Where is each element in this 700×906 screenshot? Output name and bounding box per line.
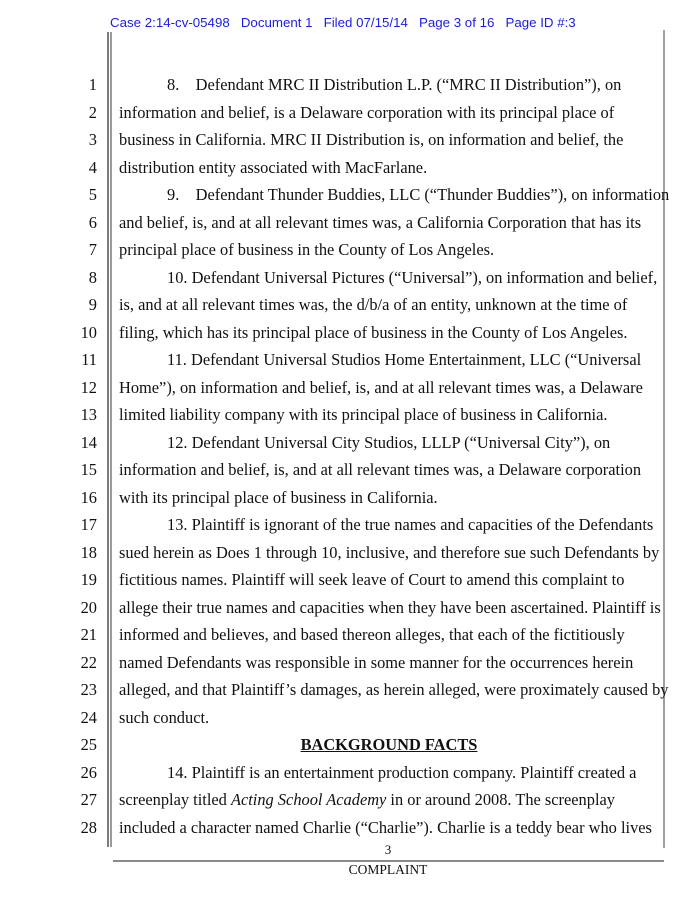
body-line: business in California. MRC II Distribution is, on information and belief, the [119,130,624,149]
right-margin-rule [663,30,665,848]
body-line: included a character named Charlie (“Charlie”). Charlie is a teddy bear who lives [119,817,652,837]
body-line: is, and at all relevant times was, the d/b/a of an entity, unknown at the time of [119,295,628,314]
case-stamp-header: Case 2:14-cv-05498 Document 1 Filed 07/15/14 Page 3 of 16 Page ID #:3 [110,15,576,30]
body-line-27 [119,790,615,810]
body-line: sued herein as Does 1 through 10, inclusive, and therefore sue such Defendants by [119,542,660,562]
body-line: 10. Defendant Universal Pictures (“Universal”), on information and belief, [167,267,658,287]
body-line: 13. Plaintiff is ignorant of the true names and capacities of the Defendants [167,515,654,534]
line-number: 6 [88,212,97,232]
body-line: principal place of business in the County of Los Angeles. [119,240,495,259]
body-line: alleged, and that Plaintiff’s damages, as herein alleged, were proximately caused by [119,680,669,699]
line-number: 12 [80,377,97,397]
body-line: 8. Defendant MRC II Distribution L.P. (“MRC II Distribution”), on [167,75,622,94]
body-line: 11. Defendant Universal Studios Home Entertainment, LLC (“Universal [167,350,642,369]
line-number: 8 [88,267,97,287]
line-number: 3 [88,130,97,149]
line-number: 7 [88,240,97,259]
line-number: 21 [80,625,97,644]
line-number: 14 [80,432,97,452]
line-number: 13 [80,405,97,424]
body-line: 14. Plaintiff is an entertainment production company. Plaintiff created a [167,762,637,782]
body-line: and belief, is, and at all relevant times was, a California Corporation that has its [119,212,642,232]
line-number: 10 [80,322,97,342]
section-heading: BACKGROUND FACTS [300,735,478,754]
body-line: informed and believes, and based thereon alleges, that each of the fictitiously [119,625,625,644]
line-number: 22 [80,652,97,672]
body-line: fictitious names. Plaintiff will seek leave of Court to amend this complaint to [119,570,625,589]
footer-page-number: 3 [384,842,392,857]
line-number: 9 [88,295,97,314]
line-27-prefix: screenplay titled [119,790,231,809]
line-number: 1 [88,75,97,94]
body-line: 9. Defendant Thunder Buddies, LLC (“Thunder Buddies”), on information [167,185,670,204]
line-number: 17 [80,515,97,534]
line-number: 23 [80,680,97,699]
line-number: 25 [80,735,97,754]
line-number: 20 [80,597,97,617]
body-line: 12. Defendant Universal City Studios, LLLP (“Universal City”), on [167,432,611,452]
line-27-suffix: in or around 2008. The screenplay [386,790,615,809]
line-number: 5 [88,185,97,204]
screenplay-title: Acting School Academy [230,790,387,809]
line-number: 18 [80,542,97,562]
body-line: named Defendants was responsible in some manner for the occurrences herein [119,652,634,672]
line-number: 16 [80,487,97,507]
body-line: information and belief, is, and at all relevant times was, a Delaware corporation [119,460,642,479]
line-number: 28 [80,817,97,837]
body-line: allege their true names and capacities when they have been ascertained. Plaintiff is [119,597,661,617]
line-number: 26 [80,762,97,782]
footer-document-title: COMPLAINT [348,862,428,877]
line-number: 15 [80,460,97,479]
left-margin-rule-inner [110,32,112,847]
left-margin-rule [107,32,109,847]
line-number: 4 [88,157,97,177]
body-line: information and belief, is a Delaware corporation with its principal place of [119,102,615,122]
line-number: 2 [88,102,97,122]
line-number: 24 [80,707,97,727]
body-line: filing, which has its principal place of business in the County of Los Angeles. [119,322,628,342]
body-line: with its principal place of business in California. [119,487,438,507]
line-number: 19 [80,570,97,589]
line-number: 27 [80,790,97,809]
body-line: limited liability company with its principal place of business in California. [119,405,608,424]
line-number: 11 [81,350,97,369]
body-line: distribution entity associated with MacFarlane. [119,157,428,177]
body-line: such conduct. [119,707,210,727]
body-line: Home”), on information and belief, is, and at all relevant times was, a Delaware [119,377,643,397]
